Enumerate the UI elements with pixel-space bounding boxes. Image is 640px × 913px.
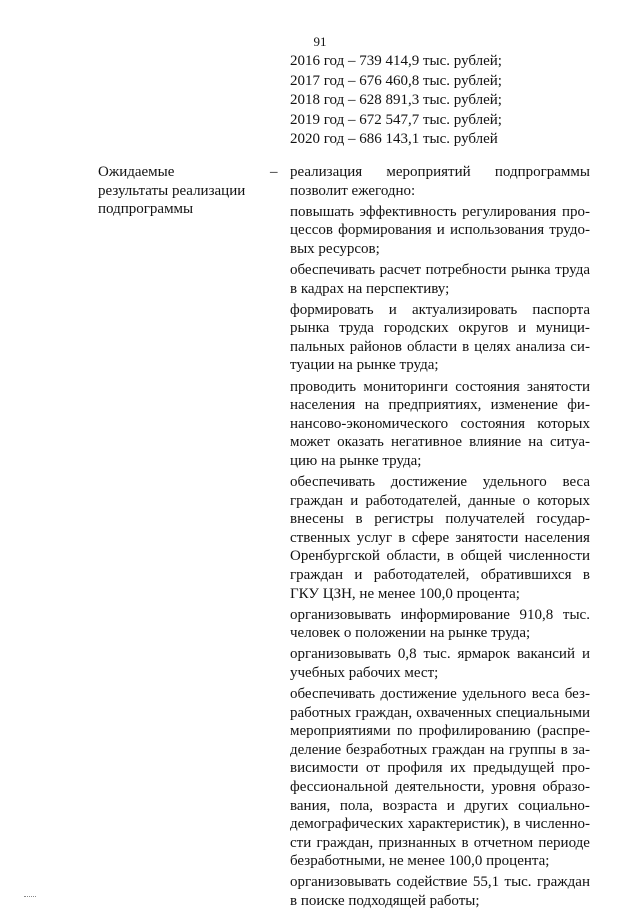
funding-line-2020: 2020 год – 686 143,1 тыс. рублей — [290, 131, 498, 147]
result-item — [290, 473, 590, 603]
result-line: может оказать негативное влияние на ситуа- — [290, 434, 590, 451]
result-line: позволит ежегодно: — [290, 182, 416, 199]
result-item — [290, 685, 590, 871]
result-line: повышать эффективность регулирования про- — [290, 203, 590, 220]
result-line: организовывать информирование 910,8 тыс. — [290, 606, 590, 623]
result-line: висимости от профиля их предыдущей про- — [290, 760, 590, 777]
funding-line-2018: 2018 год – 628 891,3 тыс. рублей; — [290, 92, 502, 108]
result-line: нансово-экономического состояния которых — [290, 415, 590, 432]
result-line: в поиске подходящей работы; — [290, 893, 480, 910]
result-item — [290, 203, 590, 259]
result-item — [290, 606, 590, 643]
page-number: 91 — [313, 34, 327, 49]
footer-mark — [24, 896, 36, 899]
result-line: безработными, не менее 100,0 процента; — [290, 853, 550, 870]
result-line: рынка труда городских округов и муници- — [290, 320, 590, 337]
result-line: деление безработных граждан на группы в за- — [290, 741, 590, 758]
result-line: туации на рынке труда; — [290, 357, 439, 374]
result-line: проводить мониторинги состояния занятости — [290, 378, 590, 395]
result-line: Оренбургской области, в общей численности — [290, 548, 590, 565]
result-line: граждан и работодателей, обратившихся в — [290, 566, 590, 583]
result-item — [290, 645, 590, 682]
result-item — [290, 873, 590, 910]
result-line: в кадрах на перспективу; — [290, 280, 450, 297]
result-line: обеспечивать достижение удельного веса — [290, 474, 590, 490]
result-line: обеспечивать достижение удельного веса без- — [290, 686, 590, 703]
result-line: цессов формирования и использования трудо- — [290, 222, 590, 239]
result-line: человек о положении на рынке труда; — [290, 625, 531, 642]
result-item — [290, 378, 590, 471]
label-line: результаты реализации — [98, 182, 246, 199]
result-line: вых ресурсов; — [290, 240, 380, 257]
result-line: внесены в регистры получателей государ- — [290, 511, 590, 528]
result-item — [290, 261, 590, 298]
label-line: подпрограммы — [98, 201, 194, 217]
result-line: ГКУ ЦЗН, не менее 100,0 процента; — [290, 585, 520, 602]
result-line: организовывать содействие 55,1 тыс. граждан — [290, 874, 590, 891]
separator-dash: – — [270, 164, 278, 180]
result-line: граждан и работодателей, данные о которых — [290, 492, 590, 509]
result-line: мероприятиями по профилированию (распре- — [290, 723, 590, 740]
result-item — [290, 163, 590, 200]
label-line: Ожидаемые — [98, 164, 175, 180]
result-line: фессиональной деятельности, уровня образо- — [290, 779, 590, 795]
result-line: цию на рынке труда; — [290, 452, 422, 469]
expected-results-list — [290, 163, 590, 913]
result-line: демографических характеристик), в численно- — [290, 816, 590, 833]
result-line: формировать и актуализировать паспорта — [290, 301, 590, 318]
result-line: вания, пола, возраста и других социально- — [290, 797, 590, 814]
result-line: работных граждан, охваченных специальными — [290, 704, 590, 721]
expected-results-label — [98, 163, 258, 219]
result-line: населения на предприятиях, изменение фи- — [290, 397, 590, 414]
funding-list — [290, 52, 600, 150]
result-line: учебных рабочих мест; — [290, 664, 439, 681]
result-line: реализация мероприятий подпрограммы — [290, 164, 590, 180]
funding-line-2016: 2016 год – 739 414,9 тыс. рублей; — [290, 53, 502, 69]
result-line: обеспечивать расчет потребности рынка труда — [290, 261, 590, 278]
result-line: сти граждан, признанных в отчетном периоде — [290, 834, 590, 851]
result-line: пальных районов области в целях анализа си- — [290, 338, 590, 355]
result-item — [290, 301, 590, 375]
result-line: организовывать 0,8 тыс. ярмарок вакансий и — [290, 646, 590, 663]
result-line: ственных услуг в сфере занятости населения — [290, 529, 590, 546]
funding-line-2019: 2019 год – 672 547,7 тыс. рублей; — [290, 111, 502, 128]
funding-line-2017: 2017 год – 676 460,8 тыс. рублей; — [290, 72, 502, 89]
